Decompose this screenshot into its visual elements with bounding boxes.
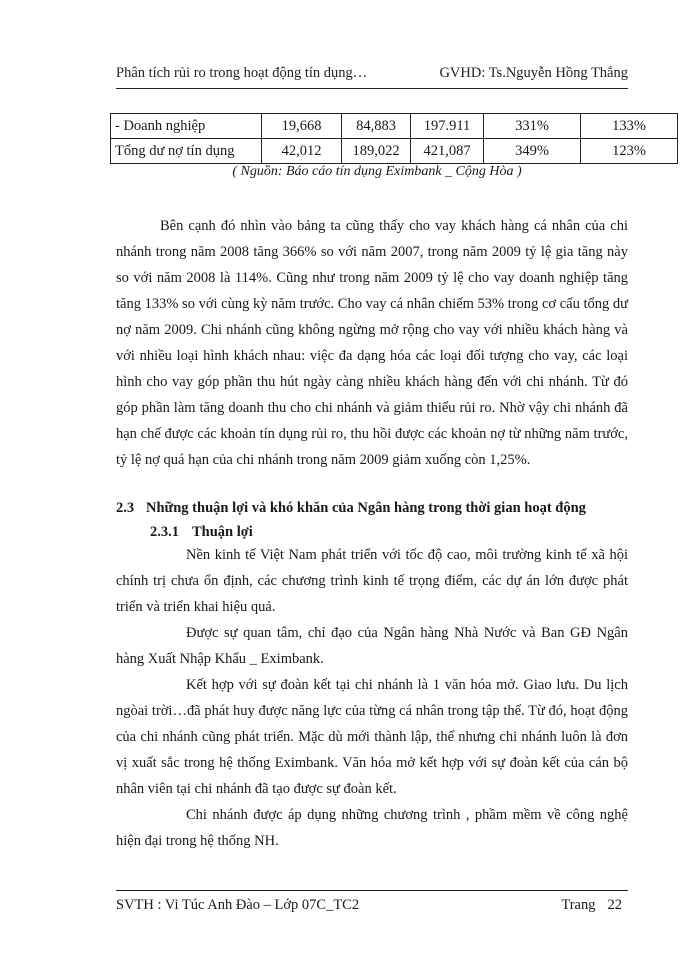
subsection-title: Thuận lợi bbox=[192, 524, 253, 540]
section-title: Những thuận lợi và khó khăn của Ngân hàng trong thời gian hoạt động bbox=[146, 500, 586, 516]
section-heading bbox=[116, 498, 586, 518]
subsection-number: 2.3.1 bbox=[150, 524, 179, 540]
paragraph-analysis: Bên cạnh đó nhìn vào bảng ta cũng thấy cho vay khách hàng cá nhân của chi nhánh trong năm 2008 tăng 366% so với năm 2007, trong năm 2009 tỷ lệ gia tăng này so với năm 2008 là 114%. Cũng như trong năm 2009 tỷ lệ cho vay doanh nghiệp tăng tăng 133% so với cùng kỳ năm trước. Cho vay cá nhân chiếm 53% trong cơ cấu tổng dư nợ năm 2009. Chi nhánh cũng không ngừng mở rộng cho vay với nhiều khách hàng và với nhiều loại hình khách nhau: việc đa dạng hóa các loại đối tượng cho vay, các loại hình cho vay góp phần thu hút ngày càng nhiều khách hàng đến với chi nhánh. Từ đó góp phần làm tăng doanh thu cho chi nhánh và giảm thiểu rủi ro. Nhờ vậy chi nhánh đã hạn chế được các khoản tín dụng rủi ro, thu hồi được các khoản nợ từ những năm trước, tỷ lệ nợ quá hạn của chi nhánh trong năm 2009 giảm xuống còn 1,25%. bbox=[116, 218, 628, 468]
header-document-title: Phân tích rủi ro trong hoạt động tín dụng… bbox=[116, 65, 368, 81]
table-cell: 197.911 bbox=[411, 114, 484, 139]
table-cell: 331% bbox=[484, 114, 581, 139]
table-cell: 349% bbox=[484, 139, 581, 164]
table-cell: 189,022 bbox=[342, 139, 411, 164]
table-cell: - Doanh nghiệp bbox=[111, 114, 262, 139]
page-number: 22 bbox=[607, 897, 622, 913]
paragraph-support: Được sự quan tâm, chỉ đạo của Ngân hàng Nhà Nước và Ban GĐ Ngân hàng Xuất Nhập Khẩu _ Eximbank. bbox=[116, 625, 628, 667]
footer-page bbox=[561, 896, 622, 914]
paragraph-culture: Kết hợp với sự đoàn kết tại chi nhánh là 1 văn hóa mở. Giao lưu. Du lịch ngòai trời…đã phát huy được năng lực của từng cá nhân trong tập thể. Từ đó, hoạt động của chi nhánh cũng phát triển. Mặc dù mới thành lập, thế nhưng chi nhánh luôn là đơn vị xuất sắc trong hệ thống Eximbank. Văn hóa mở kết hợp với sự đoàn kết của cán bộ nhân viên tại chi nhánh đã tạo được sự đoàn kết. bbox=[116, 677, 628, 797]
section-number: 2.3 bbox=[116, 500, 135, 516]
table-row bbox=[111, 114, 678, 139]
table-row bbox=[111, 139, 678, 164]
table-cell: 421,087 bbox=[411, 139, 484, 164]
footer-student: SVTH : Vi Túc Anh Đào – Lớp 07C_TC2 bbox=[116, 897, 360, 913]
table-source-note: ( Nguồn: Báo cáo tín dụng Eximbank _ Cộng Hòa ) bbox=[232, 164, 522, 179]
subsection-heading bbox=[150, 522, 253, 542]
table-cell: 19,668 bbox=[262, 114, 342, 139]
paragraph-technology: Chi nhánh được áp dụng những chương trình , phầm mềm về công nghệ hiện đại trong hệ thống NH. bbox=[116, 807, 628, 849]
page-label: Trang bbox=[561, 897, 596, 913]
table-cell: 123% bbox=[581, 139, 678, 164]
footer-divider bbox=[116, 890, 628, 891]
paragraph-economy: Nền kinh tế Việt Nam phát triển với tốc độ cao, môi trường kinh tế xã hội chính trị chưa ổn định, các chương trình kinh tế trọng điểm, các dự án lớn được phát triển và triển khai hiệu quả. bbox=[116, 547, 628, 615]
header-supervisor: GVHD: Ts.Nguyễn Hồng Thắng bbox=[439, 65, 628, 81]
credit-table bbox=[110, 113, 678, 164]
table-cell: Tổng dư nợ tín dụng bbox=[111, 139, 262, 164]
table-cell: 84,883 bbox=[342, 114, 411, 139]
table-cell: 133% bbox=[581, 114, 678, 139]
header-divider bbox=[116, 88, 628, 89]
table-cell: 42,012 bbox=[262, 139, 342, 164]
